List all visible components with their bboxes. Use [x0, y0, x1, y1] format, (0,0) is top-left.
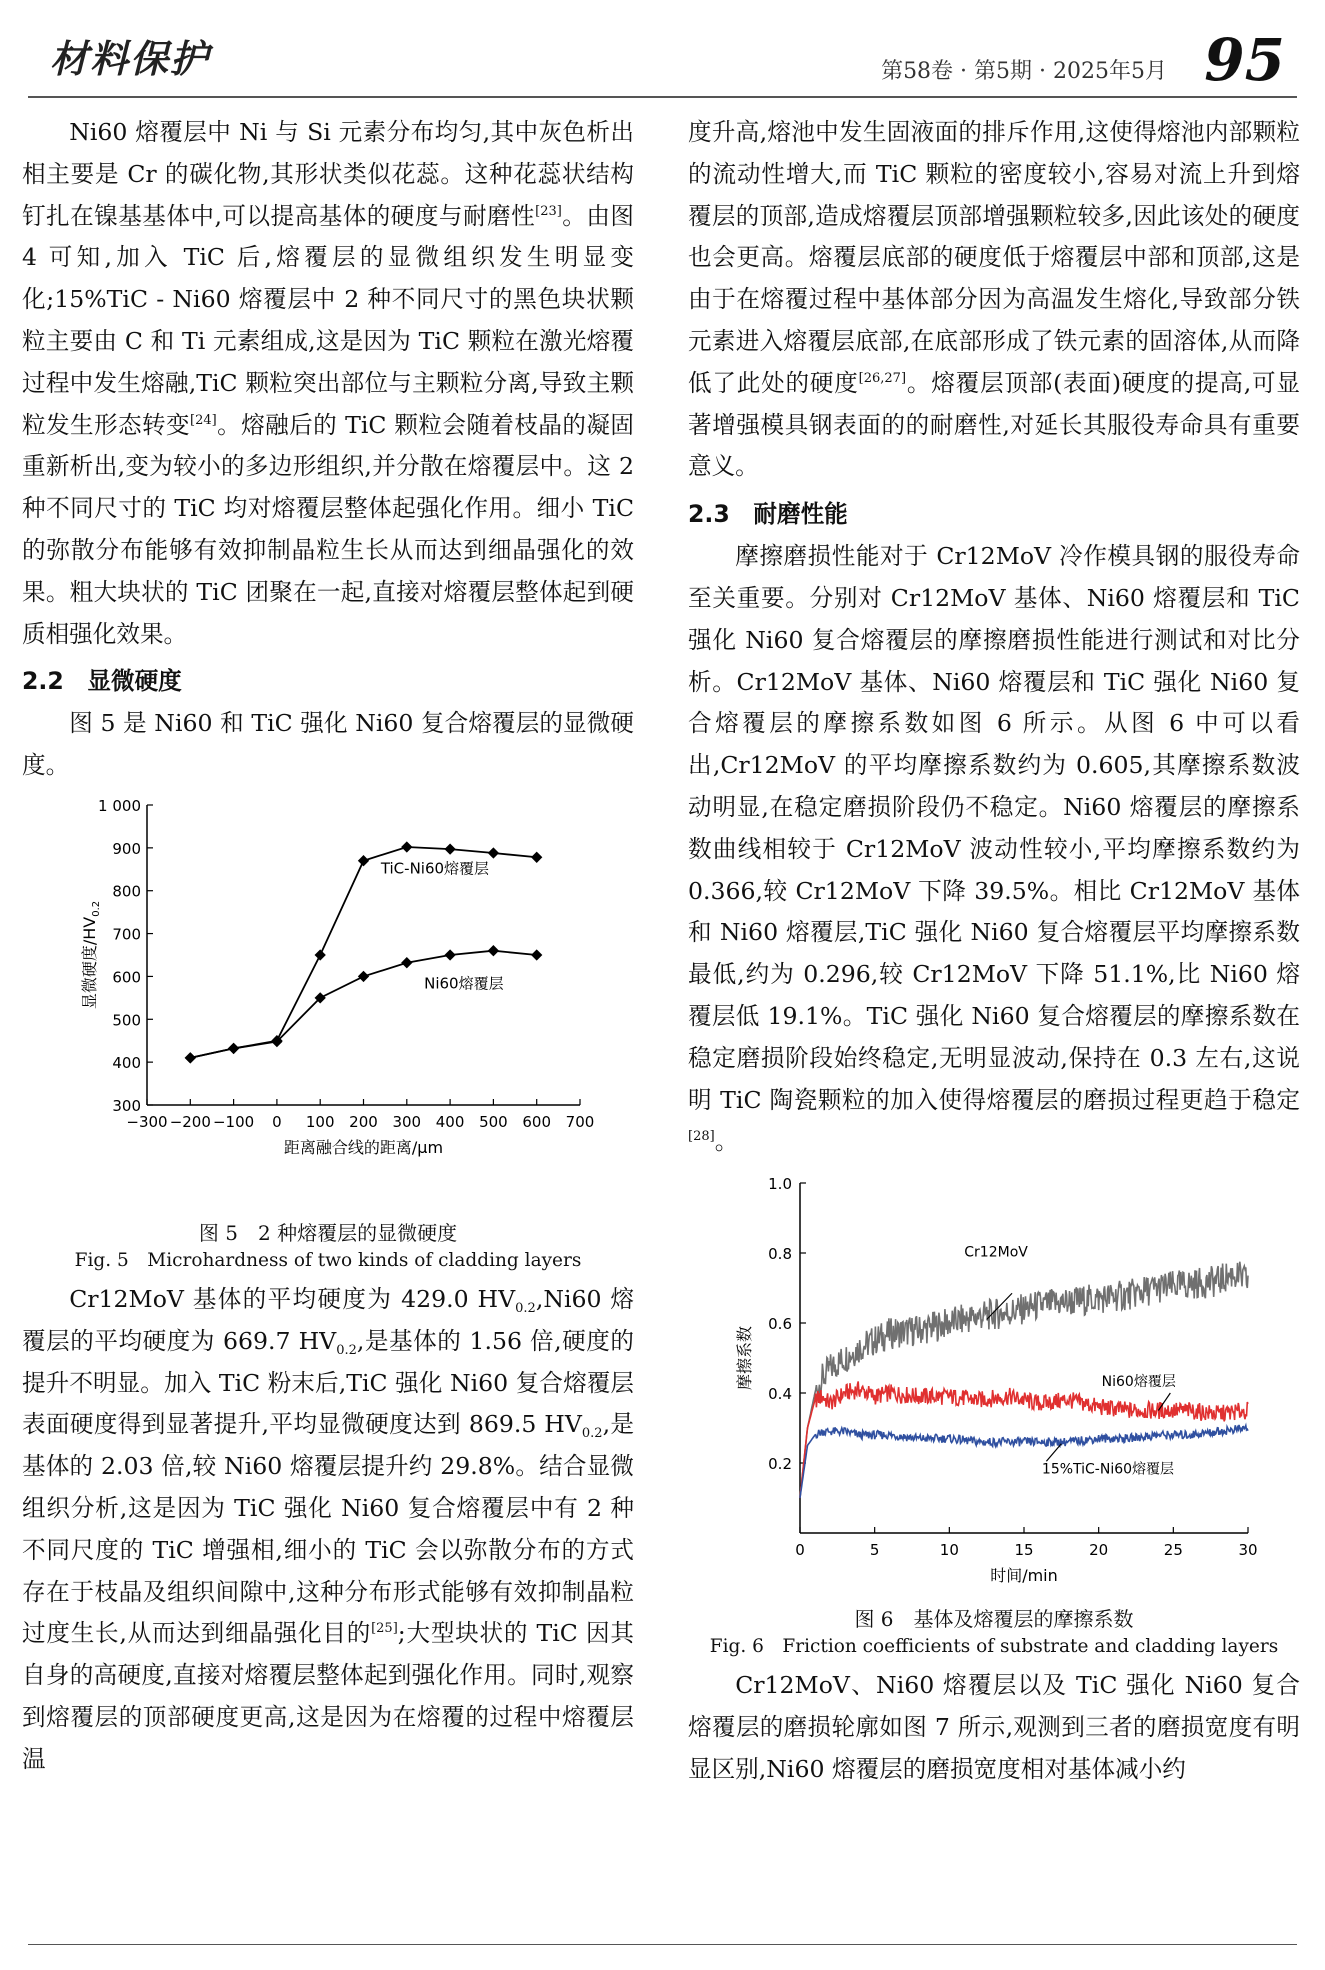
y-tick-label: 0.8 [768, 1245, 792, 1264]
y-tick-label: 600 [112, 968, 141, 987]
data-point [358, 855, 369, 866]
y-tick-label: 400 [112, 1054, 141, 1073]
page-number: 95 [1204, 26, 1285, 94]
data-point [401, 957, 412, 968]
label-leader [1046, 1444, 1061, 1462]
left-column [22, 112, 634, 1781]
data-point [444, 949, 455, 960]
series-line [800, 1262, 1248, 1498]
series-line [190, 951, 536, 1058]
x-tick-label: 15 [1014, 1541, 1034, 1560]
y-tick-label: 0.6 [768, 1315, 792, 1334]
right-column [688, 112, 1300, 1791]
series-label: Cr12MoV [964, 1244, 1028, 1261]
x-tick-label: 10 [939, 1541, 959, 1560]
x-tick-label: 30 [1238, 1541, 1258, 1560]
y-tick-label: 0.4 [768, 1385, 792, 1404]
running-header [28, 18, 1297, 94]
y-axis-title: 摩擦系数 [735, 1326, 754, 1391]
data-point [444, 843, 455, 854]
paragraph: 图 5 是 Ni60 和 TiC 强化 Ni60 复合熔覆层的显微硬度。 [22, 709, 634, 780]
y-tick-label: 0.2 [768, 1455, 792, 1474]
issue-info: 第58卷 · 第5期 · 2025年5月 [881, 59, 1167, 84]
figure-caption-cn: 图 6 基体及熔覆层的摩擦系数 [854, 1606, 1134, 1631]
data-point [531, 949, 542, 960]
x-tick-label: 0 [795, 1541, 805, 1560]
paragraph: Ni60 熔覆层中 Ni 与 Si 元素分布均匀,其中灰色析出相主要是 Cr 的碳化物,其形状类似花蕊。这种花蕊状结构钉扎在镍基基体中,可以提高基体的硬度与耐磨性[23]。由图 4 可知,加入 TiC 后,熔覆层的显微组织发生明显变化;15%TiC - Ni60 熔覆层中 2 种不同尺寸的黑色块状颗粒主要由 C 和 Ti 元素组成,这是因为 TiC 颗粒在激光熔覆过程中发生熔融,TiC 颗粒突出部位与主颗粒分离,导致主颗粒发生形态转变[24]。熔融后的 TiC 颗粒会随着枝晶的凝固重新析出,变为较小的多边形组织,并分散在熔覆层中。这 2 种不同尺寸的 TiC 均对熔覆层整体起强化作用。细小 TiC 的弥散分布能够有效抑制晶粒生长从而达到细晶强化的效果。粗大块状的 TiC 团聚在一起,直接对熔覆层整体起到硬质相强化效果。 [22, 118, 635, 648]
x-tick-label: 0 [272, 1112, 282, 1131]
y-tick-label: 1.0 [768, 1175, 792, 1194]
microhardness-chart [22, 787, 634, 1205]
y-axis-title-sub: 0.2 [91, 900, 102, 917]
x-tick-label: 300 [392, 1112, 422, 1131]
y-tick-label: 800 [112, 882, 141, 901]
paragraph: 摩擦磨损性能对于 Cr12MoV 冷作模具钢的服役寿命至关重要。分别对 Cr12MoV 基体、Ni60 熔覆层和 TiC 强化 Ni60 复合熔覆层的摩擦磨损性能进行测试和对比分析。Cr12MoV 基体、Ni60 熔覆层和 TiC 强化 Ni60 复合熔覆层的摩擦系数如图 6 所示。从图 6 中可以看出,Cr12MoV 的平均摩擦系数约为 0.605,其摩擦系数波动明显,在稳定磨损阶段仍不稳定。Ni60 熔覆层的摩擦系数曲线相较于 Cr12MoV 波动性较小,平均摩擦系数约为 0.366,较 Cr12MoV 下降 39.5%。相比 Cr12MoV 基体和 Ni60 熔覆层,TiC 强化 Ni60 复合熔覆层平均摩擦系数最低,约为 0.296,较 Cr12MoV 下降 51.1%,比 Ni60 熔覆层低 19.1%。TiC 强化 Ni60 复合熔覆层的摩擦系数在稳定磨损阶段始终稳定,无明显波动,保持在 0.3 左右,这说明 TiC 陶瓷颗粒的加入使得熔覆层的磨损过程更趋于稳定[28]。 [688, 542, 1300, 1156]
series-line [800, 1425, 1248, 1498]
x-tick-label: 400 [435, 1112, 465, 1131]
figure-caption-en: Fig. 5 Microhardness of two kinds of cladding layers [74, 1249, 582, 1271]
data-point [488, 847, 499, 858]
x-tick-label: 20 [1089, 1541, 1109, 1560]
x-tick-label: −300 [126, 1112, 168, 1131]
data-point [488, 945, 499, 956]
figure-caption-cn: 图 5 2 种熔覆层的显微硬度 [198, 1220, 458, 1245]
footer-rule [28, 1944, 1297, 1945]
data-point [228, 1043, 239, 1054]
y-axis-title: 显微硬度$/HV_{0.2}$ [80, 900, 102, 1010]
data-point [358, 971, 369, 982]
x-tick-label: −200 [169, 1112, 211, 1131]
x-axis-title: 距离融合线的距离/μm [283, 1137, 444, 1157]
section-heading: 2.3 耐磨性能 [688, 500, 848, 529]
friction-chart [688, 1163, 1300, 1591]
series-label: Ni60熔覆层 [424, 974, 504, 993]
y-tick-label: 700 [112, 925, 141, 944]
x-tick-label: −100 [212, 1112, 255, 1131]
x-tick-label: 500 [479, 1112, 508, 1131]
x-axis-title: 时间/min [990, 1566, 1058, 1586]
paragraph: Cr12MoV、Ni60 熔覆层以及 TiC 强化 Ni60 复合熔覆层的磨损轮廓如图 7 所示,观测到三者的磨损宽度有明显区别,Ni60 熔覆层的磨损宽度相对基体减小约 [688, 1671, 1300, 1783]
header-rule [28, 96, 1297, 98]
figure-6 [688, 1163, 1300, 1663]
data-point [315, 949, 326, 960]
series-label: TiC-Ni60熔覆层 [380, 859, 490, 878]
x-tick-label: 25 [1163, 1541, 1183, 1560]
y-tick-label: 500 [112, 1011, 141, 1030]
data-point [531, 852, 542, 863]
x-tick-label: 100 [305, 1112, 335, 1131]
y-tick-label: 300 [112, 1096, 141, 1115]
figure-caption-en: Fig. 6 Friction coefficients of substrate and cladding layers [709, 1635, 1279, 1657]
y-tick-label: 1 000 [98, 796, 141, 815]
section-heading: 2.2 显微硬度 [22, 667, 182, 696]
y-tick-label: 900 [112, 839, 141, 858]
figure-5 [22, 787, 634, 1275]
journal-logo: 材料保护 [50, 36, 211, 81]
x-tick-label: 600 [522, 1112, 552, 1131]
data-point [185, 1052, 196, 1063]
series-label: Ni60熔覆层 [1101, 1374, 1176, 1391]
paragraph: 度升高,熔池中发生固液面的排斥作用,这使得熔池内部颗粒的流动性增大,而 TiC 颗粒的密度较小,容易对流上升到熔覆层的顶部,造成熔覆层顶部增强颗粒较多,因此该处的硬度也会更高。熔覆层底部的硬度低于熔覆层中部和顶部,这是由于在熔覆过程中基体部分因为高温发生熔化,导致部分铁元素进入熔覆层底部,在底部形成了铁元素的固溶体,从而降低了此处的硬度[26,27]。熔覆层顶部(表面)硬度的提高,可显著增强模具钢表面的的耐磨性,对延长其服役寿命具有重要意义。 [688, 118, 1300, 481]
paragraph: Cr12MoV 基体的平均硬度为 429.0 $HV_{0.2},Ni60$ 熔覆层的平均硬度为 669.7 $HV_{0.2}$,是基体的 1.56 倍,硬度的提升不明显。加入 TiC 粉末后,TiC 强化 Ni60 复合熔覆层表面硬度得到显著提升,平均显微硬度达到 869.5 $HV_{0.2}$,是基体的 2.03 倍,较 Ni60 熔覆层提升约 29.8%。结合显微组织分析,这是因为 TiC 强化 Ni60 复合熔覆层中有 2 种不同尺度的 TiC 增强相,细小的 TiC 会以弥散分布的方式存在于枝晶及组织间隙中,这种分布形式能够有效抑制晶粒过度生长,从而达到细晶强化目的[25];大型块状的 TiC 因其自身的高硬度,直接对熔覆层整体起到强化作用。同时,观察到熔覆层的顶部硬度更高,这是因为在熔覆的过程中熔覆层温 [22, 1284, 635, 1773]
series-label: 15%TiC-Ni60熔覆层 [1041, 1461, 1175, 1478]
x-tick-label: 200 [349, 1112, 378, 1131]
x-tick-label: 5 [869, 1541, 880, 1560]
data-point [401, 841, 412, 852]
x-tick-label: 700 [565, 1112, 595, 1131]
